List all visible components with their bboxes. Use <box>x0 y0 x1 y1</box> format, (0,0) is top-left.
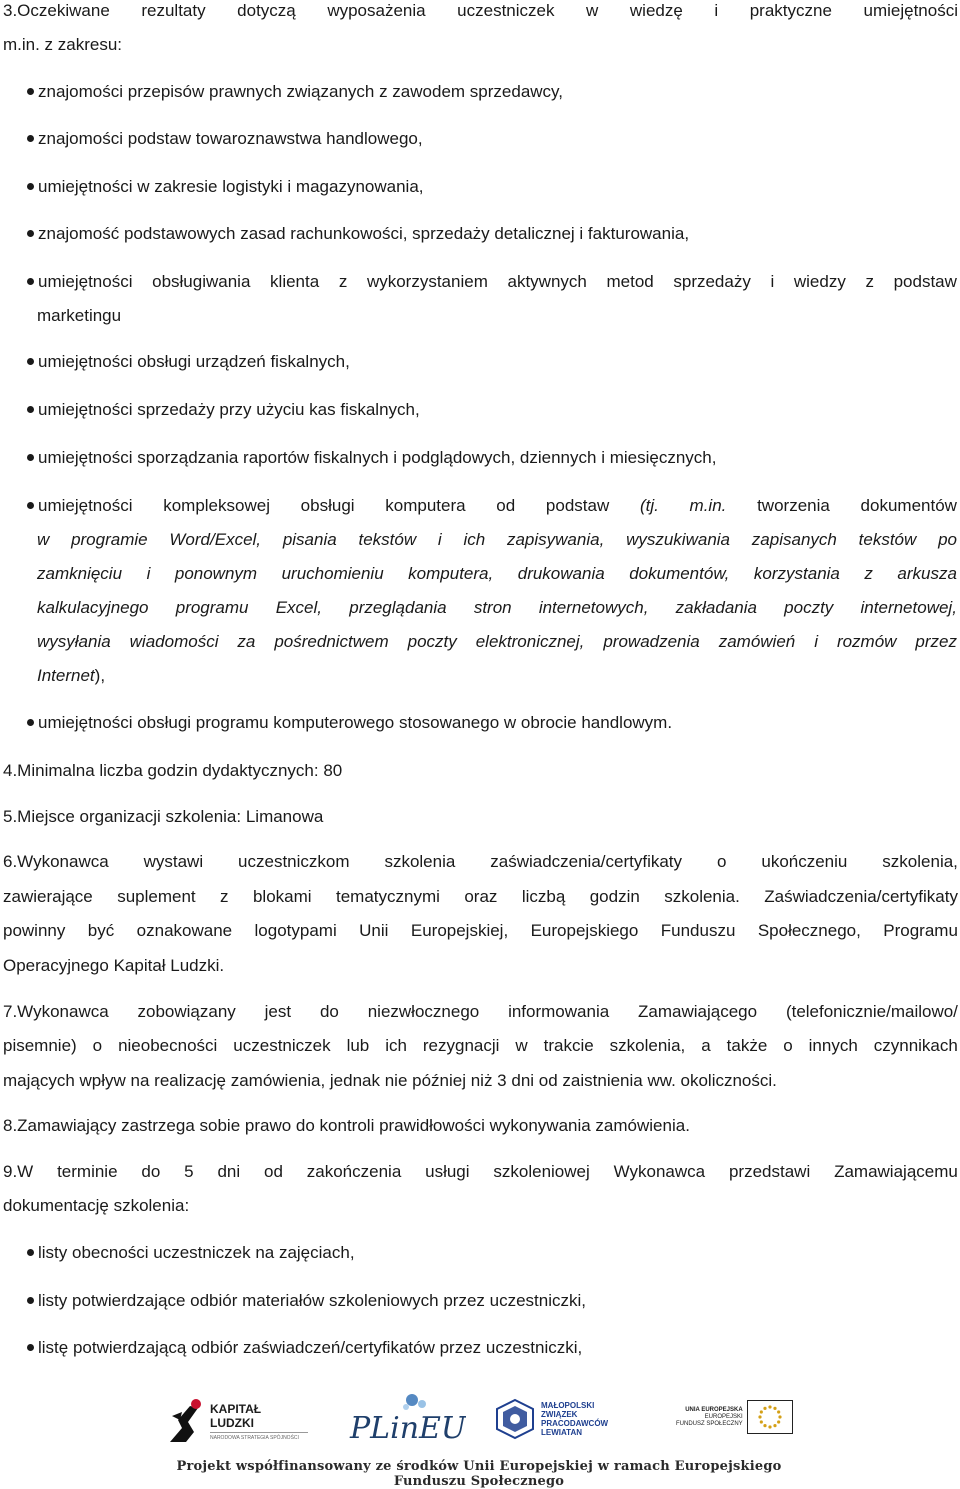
word: uczestniczek <box>233 1036 331 1055</box>
word: uruchomieniu <box>281 564 384 583</box>
word: czynnikach <box>873 1036 958 1055</box>
bullet-item: listy obecności uczestniczek na zajęciach, <box>27 1243 355 1263</box>
word: logotypami <box>254 921 337 940</box>
word: przez <box>915 632 957 651</box>
bullet9-line3 <box>37 564 957 584</box>
kapital-ludzki-subtitle: NARODOWA STRATEGIA SPÓJNOŚCI <box>210 1432 308 1441</box>
kapital-ludzki-figure-icon <box>168 1398 204 1444</box>
word: o <box>92 1036 103 1055</box>
section9-line1 <box>3 1162 958 1182</box>
word: umiejętności <box>863 1 958 20</box>
word: tekstów <box>358 530 417 549</box>
word: do <box>141 1162 161 1181</box>
footer-text: Projekt współfinansowany ze środków Unii Europejskiej w ramach Europejskiego Funduszu Społecznego <box>176 1459 782 1489</box>
word: i <box>770 272 775 291</box>
word: terminie <box>57 1162 118 1181</box>
eu-star-icon <box>777 1420 780 1423</box>
word: metod <box>606 272 654 291</box>
bullet9-line6: Internet), <box>37 666 106 685</box>
word: informowania <box>508 1002 610 1021</box>
word: Wykonawca <box>613 1162 706 1181</box>
word: internetowych, <box>538 598 649 617</box>
eu-star-icon <box>768 1425 771 1428</box>
word: 7.Wykonawca <box>3 1002 109 1021</box>
word: programu <box>175 598 249 617</box>
eu-flag-icon <box>747 1400 793 1434</box>
word: dotyczą <box>237 1 296 20</box>
word: zapisywania, <box>506 530 605 549</box>
word: Funduszu <box>660 921 736 940</box>
word: a <box>701 1036 711 1055</box>
word: przeglądania <box>349 598 447 617</box>
word: tematycznymi <box>335 887 440 906</box>
word: wyposażenia <box>327 1 426 20</box>
word: 3.Oczekiwane <box>3 1 110 20</box>
footer <box>0 1380 960 1489</box>
eu-star-icon <box>768 1405 771 1408</box>
word: niezwłocznego <box>367 1002 480 1021</box>
word: pisemnie) <box>3 1036 77 1055</box>
word: zobowiązany <box>137 1002 236 1021</box>
word: i <box>437 530 442 549</box>
eu-star-icon <box>759 1410 762 1413</box>
word: szkolenia, <box>609 1036 686 1055</box>
word: być <box>87 921 115 940</box>
eu-star-icon <box>763 1407 766 1410</box>
word: prowadzenia <box>603 632 700 651</box>
word: m.in. <box>689 496 727 515</box>
word: szkolenia <box>384 852 456 871</box>
word: uczestniczek <box>457 1 555 20</box>
mzp-lewiatan-logo <box>494 1390 624 1448</box>
section6-line2 <box>3 887 958 907</box>
word: wiedzę <box>629 1 683 20</box>
word: rezultaty <box>141 1 206 20</box>
bullet-icon <box>27 230 34 237</box>
section6-line4: Operacyjnego Kapitał Ludzki. <box>3 956 225 975</box>
word: podstaw <box>893 272 957 291</box>
word: z <box>338 272 348 291</box>
bullet-item: umiejętności obsługi urządzeń fiskalnych, <box>27 352 350 372</box>
eu-star-icon <box>778 1415 781 1418</box>
word: obsługiwania <box>152 272 251 291</box>
word: dokumentów, <box>629 564 730 583</box>
word: Word/Excel, <box>169 530 262 549</box>
word: Zaświadczenia/certyfikaty <box>764 887 958 906</box>
word: tekstów <box>858 530 917 549</box>
word: do <box>319 1002 339 1021</box>
word: stron <box>473 598 512 617</box>
word: zaświadczenia/certyfikaty <box>490 852 683 871</box>
eu-logo <box>676 1394 794 1440</box>
eu-text: UNIA EUROPEJSKA EUROPEJSKI FUNDUSZ SPOŁECZNY <box>676 1406 743 1427</box>
word: w <box>586 1 599 20</box>
bullet-icon <box>27 135 34 142</box>
word: suplement <box>117 887 196 906</box>
section6-line3 <box>3 921 958 941</box>
word: szkolenia, <box>882 852 958 871</box>
word: wykorzystaniem <box>366 272 488 291</box>
word: powinny <box>3 921 66 940</box>
eu-star-icon <box>758 1415 761 1418</box>
section4: 4.Minimalna liczba godzin dydaktycznych: 80 <box>3 761 343 780</box>
bullet5-line1 <box>38 272 957 292</box>
word: Europejskiego <box>530 921 639 940</box>
word: od <box>264 1162 283 1181</box>
bullet9-line2 <box>37 530 957 550</box>
word: praktyczne <box>749 1 832 20</box>
word: ich <box>463 530 486 549</box>
section6-line1 <box>3 852 958 872</box>
word: lub <box>346 1036 370 1055</box>
bullet-icon <box>27 502 34 509</box>
bullet5-line2: marketingu <box>37 306 122 325</box>
word: ponownym <box>174 564 258 583</box>
word: elektronicznej, <box>475 632 585 651</box>
word: kalkulacyjnego <box>37 598 149 617</box>
eu-star-icon <box>773 1407 776 1410</box>
word: Programu <box>883 921 958 940</box>
section3-line1 <box>3 1 958 21</box>
word: 6.Wykonawca <box>3 852 109 871</box>
word: arkusza <box>897 564 957 583</box>
word: aktywnych <box>507 272 587 291</box>
bullet-item: umiejętności sprzedaży przy użyciu kas fiskalnych, <box>27 400 420 420</box>
word: blokami <box>252 887 312 906</box>
word: umiejętności <box>38 496 133 515</box>
word: od <box>496 496 516 515</box>
plineu-mark-icon <box>346 1390 466 1450</box>
bullet-item: listę potwierdzającą odbiór zaświadczeń/certyfikatów przez uczestniczki, <box>27 1338 582 1358</box>
word: dni <box>217 1162 241 1181</box>
bullet-icon <box>27 278 34 285</box>
svg-text:PLinEU: PLinEU <box>350 1411 466 1446</box>
word: wiadomości <box>129 632 219 651</box>
word: pośrednictwem <box>274 632 389 651</box>
eu-star-icon <box>777 1410 780 1413</box>
word: o <box>783 1036 793 1055</box>
word: z <box>220 887 229 906</box>
kapital-ludzki-title: KAPITAŁ LUDZKI <box>210 1401 262 1430</box>
bullet-item: umiejętności obsługi programu komputerowego stosowanego w obrocie handlowym. <box>27 713 672 733</box>
word: po <box>938 530 957 549</box>
word: ukończeniu <box>761 852 848 871</box>
word: za <box>237 632 256 651</box>
word: programie <box>71 530 148 549</box>
bullet-item <box>27 272 957 292</box>
word: przedstawi <box>728 1162 811 1181</box>
eu-star-icon <box>759 1420 762 1423</box>
word: kompleksowej <box>163 496 270 515</box>
word: dokumentów <box>860 496 957 515</box>
word: uczestniczkom <box>238 852 350 871</box>
word: wyszukiwania <box>626 530 731 549</box>
bullet-icon <box>27 183 34 190</box>
bullet-icon <box>27 406 34 413</box>
section7-line3: mających wpływ na realizację zamówienia, jednak nie później niż 3 dni od zaistnienia ww. okoliczności. <box>3 1071 777 1090</box>
section9-line2: dokumentację szkolenia: <box>3 1196 190 1215</box>
word: podstaw <box>545 496 610 515</box>
word: tworzenia <box>757 496 830 515</box>
word: oraz <box>464 887 498 906</box>
word: zakładania <box>675 598 757 617</box>
word: z <box>864 564 873 583</box>
word: Zamawiającemu <box>834 1162 958 1181</box>
word: Europejskiej, <box>410 921 509 940</box>
bullet9-line5 <box>37 632 957 652</box>
word: także <box>726 1036 768 1055</box>
section7-line2 <box>3 1036 958 1056</box>
word: drukowania <box>517 564 605 583</box>
bullet-icon <box>27 88 34 95</box>
word: ich <box>385 1036 407 1055</box>
word: 5 <box>184 1162 194 1181</box>
word: innych <box>808 1036 858 1055</box>
kapital-ludzki-logo <box>168 1394 308 1448</box>
plineu-logo <box>346 1390 466 1450</box>
word: zamknięciu <box>37 564 123 583</box>
section7-line1 <box>3 1002 958 1022</box>
bullet-item <box>27 496 957 516</box>
word: w <box>37 530 50 549</box>
bullet9-line1 <box>38 496 957 516</box>
bullet-item: umiejętności sporządzania raportów fiskalnych i podglądowych, dziennych i miesięcznych, <box>27 448 716 468</box>
section8: 8.Zamawiający zastrzega sobie prawo do kontroli prawidłowości wykonywania zamówienia. <box>3 1116 690 1135</box>
word: godzin <box>589 887 640 906</box>
word: o <box>716 852 727 871</box>
eu-star-icon <box>763 1424 766 1427</box>
word: trakcie <box>543 1036 594 1055</box>
word: (telefonicznie/mailowo/ <box>785 1002 958 1021</box>
word: poczty <box>784 598 834 617</box>
eu-star-icon <box>773 1424 776 1427</box>
bullet-item: znajomości podstaw towaroznawstwa handlowego, <box>27 129 423 149</box>
word: usługi <box>425 1162 470 1181</box>
section3-line2: m.in. z zakresu: <box>3 35 123 54</box>
bullet9-line4 <box>37 598 957 618</box>
word: komputera, <box>408 564 494 583</box>
word: umiejętności <box>38 272 133 291</box>
word: poczty <box>407 632 457 651</box>
word: Społecznego, <box>757 921 861 940</box>
word: zapisanych <box>751 530 837 549</box>
word: i <box>714 1 719 20</box>
bullet-icon <box>27 454 34 461</box>
word: oznakowane <box>136 921 233 940</box>
bullet-icon <box>27 358 34 365</box>
bullet-icon <box>27 1344 34 1351</box>
word: zamówień <box>718 632 796 651</box>
word: i <box>814 632 818 651</box>
word: Excel, <box>275 598 323 617</box>
bullet-icon <box>27 719 34 726</box>
bullet-icon <box>27 1297 34 1304</box>
word: sprzedaży <box>673 272 751 291</box>
word: 9.W <box>3 1162 34 1181</box>
word: obsługi <box>300 496 355 515</box>
bullet-item: umiejętności w zakresie logistyki i magazynowania, <box>27 177 424 197</box>
word: Unii <box>359 921 389 940</box>
word: korzystania <box>753 564 840 583</box>
bullet-item: listy potwierdzające odbiór materiałów szkoleniowych przez uczestniczki, <box>27 1291 586 1311</box>
word: zawierające <box>3 887 93 906</box>
bullet-item: znajomość podstawowych zasad rachunkowości, sprzedaży detalicznej i fakturowania, <box>27 224 689 244</box>
word: z <box>865 272 874 291</box>
word: wiedzy <box>793 272 846 291</box>
word: i <box>146 564 151 583</box>
word: wystawi <box>143 852 204 871</box>
word: (tj. <box>639 496 659 515</box>
word: nieobecności <box>118 1036 218 1055</box>
word: szkolenia. <box>664 887 740 906</box>
bullet-icon <box>27 1249 34 1256</box>
word: szkoleniowej <box>493 1162 590 1181</box>
word: rezygnacji <box>422 1036 500 1055</box>
word: klienta <box>270 272 320 291</box>
word: wysyłania <box>37 632 111 651</box>
word: liczbą <box>521 887 566 906</box>
word: pisania <box>282 530 337 549</box>
mzp-text: MAŁOPOLSKI ZWIĄZEK PRACODAWCÓW LEWIATAN <box>541 1401 609 1437</box>
word: w <box>515 1036 528 1055</box>
word: Zamawiającego <box>638 1002 758 1021</box>
word: jest <box>264 1002 292 1021</box>
word: internetowej, <box>860 598 957 617</box>
word: zakończenia <box>306 1162 402 1181</box>
section5: 5.Miejsce organizacji szkolenia: Limanowa <box>3 807 324 826</box>
word: komputera <box>385 496 466 515</box>
word: rozmów <box>836 632 897 651</box>
bullet-item: znajomości przepisów prawnych związanych z zawodem sprzedawcy, <box>27 82 563 102</box>
mzp-hexagon-icon <box>494 1398 536 1440</box>
